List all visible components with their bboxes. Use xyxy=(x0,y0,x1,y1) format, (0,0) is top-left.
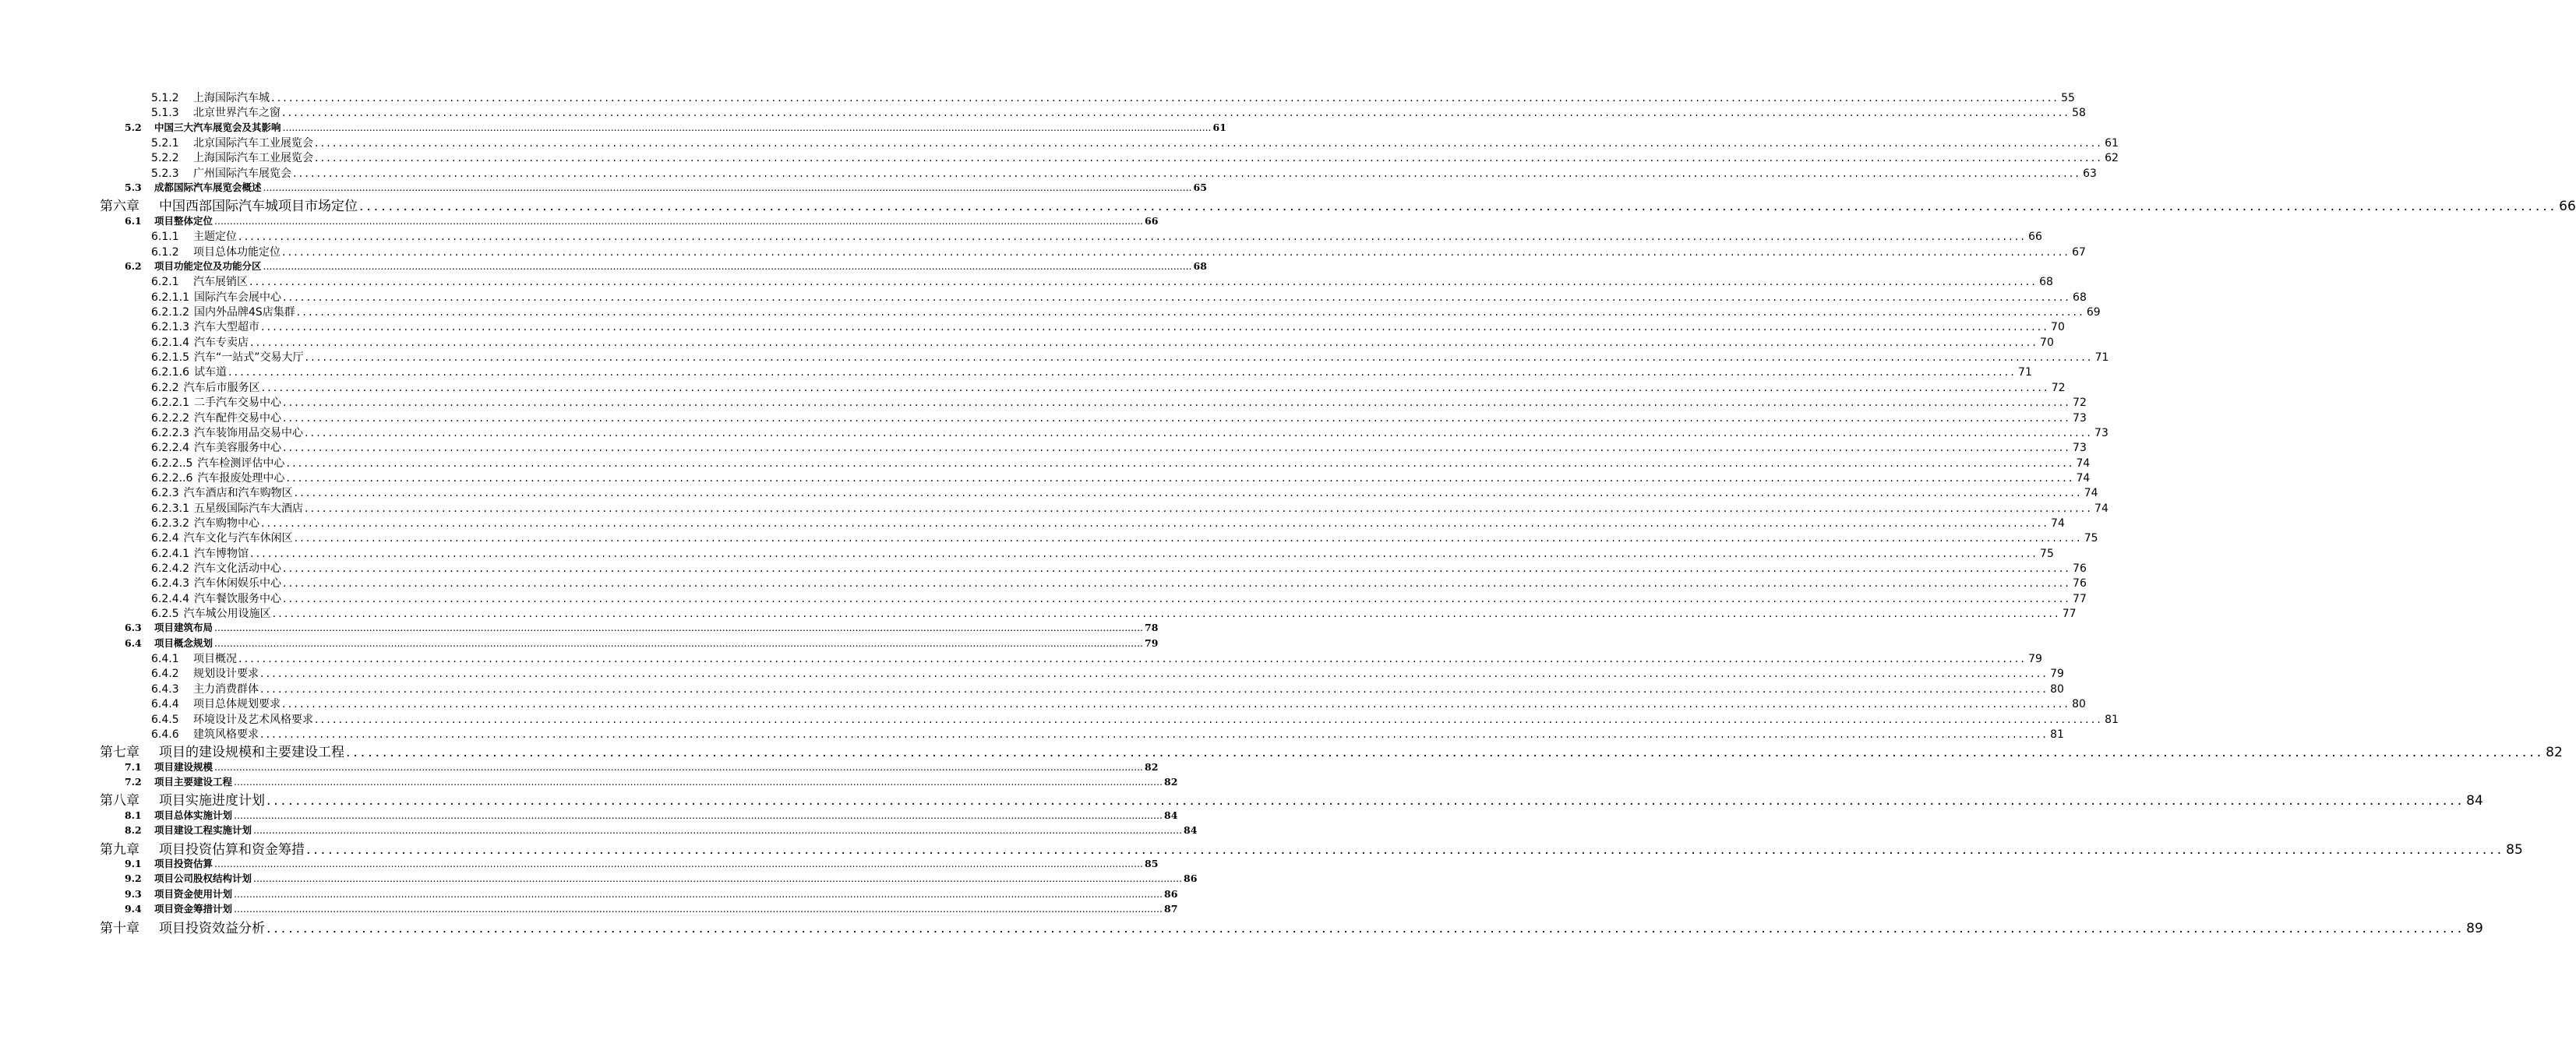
toc-entry-number: 6.4.5 xyxy=(151,713,179,726)
toc-entry-page: 80 xyxy=(2050,682,2064,696)
toc-entry-title: 汽车美容服务中心 xyxy=(193,442,281,455)
toc-dot-leader: ............................................................................................................................................................................................................................................................................................................ xyxy=(249,547,2039,560)
toc-entry[interactable] xyxy=(0,195,2576,215)
toc-dot-leader: ............................................................................................................................................................................................................................................................................................................ xyxy=(238,231,2027,244)
toc-entry[interactable] xyxy=(0,515,2065,530)
toc-entry-number: 6.4.6 xyxy=(151,728,179,741)
toc-entry-title: 主力消费群体 xyxy=(193,682,259,696)
toc-entry-page: 66 xyxy=(2559,199,2576,215)
toc-entry[interactable] xyxy=(0,605,2077,621)
toc-entry-page: 66 xyxy=(1145,214,1159,227)
toc-entry-page: 58 xyxy=(2072,107,2086,120)
toc-entry-title: 建筑风格要求 xyxy=(193,728,259,741)
toc-dot-leader: ............................................................................................................................................................................................................................................................................................................ xyxy=(282,107,2071,120)
toc-entry[interactable] xyxy=(0,304,2101,319)
toc-entry-page: 84 xyxy=(1184,824,1198,837)
toc-entry-page: 62 xyxy=(2105,152,2119,165)
toc-dot-leader: ............................................................................................................................................................................................................................................................................................................ xyxy=(263,182,1192,194)
toc-entry[interactable] xyxy=(0,379,2066,394)
toc-entry-number: 6.2 xyxy=(125,260,142,272)
toc-dot-leader: ............................................................................................................................................................................................................................................................................................................ xyxy=(315,137,2104,150)
toc-entry-number: 5.2.3 xyxy=(151,167,179,180)
toc-entry-number: 6.2.1.3 xyxy=(151,321,189,334)
toc-entry-title: 项目功能定位及功能分区 xyxy=(154,260,262,272)
toc-entry[interactable] xyxy=(0,726,2064,741)
toc-dot-leader: ............................................................................................................................................................................................................................................................................................................ xyxy=(214,214,1144,227)
toc-entry-title: 项目概况 xyxy=(193,653,237,666)
toc-entry-number: 6.2.4.2 xyxy=(151,562,189,575)
toc-entry-title: 上海国际汽车工业展览会 xyxy=(193,152,313,165)
toc-dot-leader: ............................................................................................................................................................................................................................................................................................................ xyxy=(282,245,2071,259)
toc-entry-page: 84 xyxy=(2466,793,2483,809)
toc-entry[interactable] xyxy=(0,273,2053,289)
toc-entry-number: 6.2.4.3 xyxy=(151,577,189,590)
toc-entry[interactable] xyxy=(0,760,1159,774)
toc-entry[interactable] xyxy=(0,636,1159,650)
toc-entry-page: 79 xyxy=(1145,636,1159,649)
toc-entry-title: 汽车博物馆 xyxy=(193,547,249,560)
toc-dot-leader: ............................................................................................................................................................................................................................................................................................................ xyxy=(271,92,2060,104)
toc-entry-page: 84 xyxy=(1164,809,1178,821)
toc-dot-leader: ............................................................................................................................................................................................................................................................................................................ xyxy=(234,776,1163,788)
toc-dot-leader: ............................................................................................................................................................................................................................................................................................................ xyxy=(286,471,2075,485)
toc-entry-title: 试车道 xyxy=(193,366,227,379)
toc-entry[interactable] xyxy=(0,485,2098,500)
toc-entry-number: 6.2.2.2 xyxy=(151,411,189,425)
toc-entry-page: 75 xyxy=(2040,547,2054,560)
toc-entry-page: 68 xyxy=(2073,291,2087,304)
toc-entry-number: 6.2.1.2 xyxy=(151,306,189,319)
toc-entry-number: 6.4 xyxy=(125,636,142,649)
toc-entry-number: 6.1.2 xyxy=(151,245,179,259)
toc-entry-number: 6.2.1.1 xyxy=(151,291,189,304)
toc-entry-title: 中国西部国际汽车城项目市场定位 xyxy=(159,199,358,215)
toc-entry-page: 68 xyxy=(2039,276,2053,289)
toc-entry-page: 86 xyxy=(1164,887,1178,900)
toc-dot-leader: ............................................................................................................................................................................................................................................................................................................ xyxy=(294,487,2083,500)
toc-entry-page: 67 xyxy=(2072,245,2086,259)
toc-entry-page: 66 xyxy=(2028,231,2042,244)
toc-dot-leader: ............................................................................................................................................................................................................................................................................................................ xyxy=(282,121,1212,133)
toc-entry-page: 78 xyxy=(1145,622,1159,634)
toc-entry-title: 项目投资估算和资金筹措 xyxy=(159,841,305,858)
toc-dot-leader: ............................................................................................................................................................................................................................................................................................................ xyxy=(260,668,2049,681)
toc-entry-number: 6.2.2..5 xyxy=(151,457,193,470)
toc-entry-title: 汽车展销区 xyxy=(193,276,248,289)
toc-entry[interactable] xyxy=(0,150,2119,165)
toc-entry-number: 6.2.4.4 xyxy=(151,592,189,605)
toc-dot-leader: ............................................................................................................................................................................................................................................................................................................ xyxy=(282,562,2072,575)
toc-entry-title: 北京世界汽车之窗 xyxy=(193,107,281,120)
toc-entry-number: 6.2.5 xyxy=(151,608,179,621)
toc-entry-number: 7.1 xyxy=(125,760,142,773)
toc-entry-title: 北京国际汽车工业展览会 xyxy=(193,137,313,150)
toc-entry-page: 79 xyxy=(2050,668,2064,681)
toc-entry[interactable] xyxy=(0,650,2042,666)
toc-entry[interactable] xyxy=(0,711,2119,726)
toc-entry[interactable] xyxy=(0,530,2098,545)
toc-entry-number: 9.2 xyxy=(125,872,142,885)
toc-entry-number: 8.2 xyxy=(125,824,142,837)
toc-entry-number: 5.1.3 xyxy=(151,107,179,120)
toc-entry-number: 6.2.2.3 xyxy=(151,426,189,439)
toc-entry-number: 6.2.2.4 xyxy=(151,442,189,455)
toc-entry-page: 89 xyxy=(2466,920,2483,936)
toc-entry-page: 74 xyxy=(2094,502,2108,515)
toc-dot-leader: ............................................................................................................................................................................................................................................................................................................ xyxy=(272,608,2061,621)
toc-dot-leader: ............................................................................................................................................................................................................................................................................................................ xyxy=(282,411,2072,425)
toc-entry-number: 6.2.1.6 xyxy=(151,366,189,379)
toc-entry[interactable] xyxy=(0,789,2483,809)
toc-entry-page: 73 xyxy=(2073,442,2087,455)
toc-dot-leader: ............................................................................................................................................................................................................................................................................................................ xyxy=(253,824,1183,837)
toc-entry-page: 77 xyxy=(2062,608,2077,621)
toc-entry-page: 73 xyxy=(2073,411,2087,425)
toc-entry-title: 广州国际汽车展览会 xyxy=(193,167,291,180)
toc-entry-number: 6.4.4 xyxy=(151,698,179,711)
toc-entry-number: 第六章 xyxy=(100,199,139,215)
toc-entry[interactable] xyxy=(0,823,1198,837)
toc-entry-page: 70 xyxy=(2040,336,2054,349)
toc-entry-title: 汽车“一站式”交易大厅 xyxy=(193,351,304,365)
toc-entry-title: 成都国际汽车展览会概述 xyxy=(154,182,262,194)
toc-entry[interactable] xyxy=(0,439,2087,455)
toc-entry-title: 项目总体功能定位 xyxy=(193,245,281,259)
toc-entry-title: 项目总体实施计划 xyxy=(154,809,233,821)
toc-entry[interactable] xyxy=(0,590,2087,605)
toc-dot-leader: ............................................................................................................................................................................................................................................................................................................ xyxy=(253,872,1183,885)
toc-dot-leader: ............................................................................................................................................................................................................................................................................................................ xyxy=(214,760,1144,773)
toc-entry[interactable] xyxy=(0,349,2109,365)
toc-entry[interactable] xyxy=(0,681,2064,696)
toc-dot-leader: ............................................................................................................................................................................................................................................................................................................ xyxy=(238,653,2027,666)
toc-dot-leader: ............................................................................................................................................................................................................................................................................................................ xyxy=(294,532,2083,545)
toc-entry-number: 8.1 xyxy=(125,809,142,821)
toc-entry-number: 6.2.1.5 xyxy=(151,351,189,365)
toc-entry-page: 74 xyxy=(2076,457,2091,470)
toc-dot-leader: ............................................................................................................................................................................................................................................................................................................ xyxy=(249,336,2039,349)
toc-entry[interactable] xyxy=(0,180,1207,195)
toc-dot-leader: ............................................................................................................................................................................................................................................................................................................ xyxy=(260,516,2050,530)
toc-entry-title: 项目公司股权结构计划 xyxy=(154,872,252,885)
toc-entry-page: 85 xyxy=(2506,841,2523,858)
toc-entry[interactable] xyxy=(0,165,2097,180)
toc-dot-leader: ............................................................................................................................................................................................................................................................................................................ xyxy=(214,858,1144,870)
toc-entry-title: 汽车检测评估中心 xyxy=(197,457,285,470)
toc-entry-page: 73 xyxy=(2094,426,2108,439)
toc-entry[interactable] xyxy=(0,887,1178,901)
toc-dot-leader: ............................................................................................................................................................................................................................................................................................................ xyxy=(346,745,2545,761)
toc-entry-title: 汽车文化与汽车休闲区 xyxy=(183,532,293,545)
toc-entry-number: 6.3 xyxy=(125,622,142,634)
toc-entry-page: 82 xyxy=(1145,760,1159,773)
toc-entry[interactable] xyxy=(0,575,2087,590)
toc-entry[interactable] xyxy=(0,425,2108,439)
toc-entry-title: 中国三大汽车展览会及其影响 xyxy=(154,121,281,133)
toc-entry-number: 第七章 xyxy=(100,745,139,761)
toc-entry[interactable] xyxy=(0,410,2087,425)
toc-entry-page: 68 xyxy=(1193,260,1207,272)
toc-entry-page: 74 xyxy=(2084,487,2098,500)
toc-entry-title: 汽车配件交易中心 xyxy=(193,411,281,425)
toc-dot-leader: ............................................................................................................................................................................................................................................................................................................ xyxy=(282,698,2071,711)
toc-entry-title: 项目实施进度计划 xyxy=(159,793,265,809)
toc-dot-leader: ............................................................................................................................................................................................................................................................................................................ xyxy=(296,306,2085,319)
toc-entry-number: 5.1.2 xyxy=(151,92,179,104)
toc-entry-page: 71 xyxy=(2094,351,2109,365)
toc-entry-page: 76 xyxy=(2073,562,2087,575)
toc-entry[interactable] xyxy=(0,470,2091,485)
toc-entry-page: 81 xyxy=(2105,713,2119,726)
toc-dot-leader: ............................................................................................................................................................................................................................................................................................................ xyxy=(266,793,2465,809)
toc-entry[interactable] xyxy=(0,871,1198,886)
toc-entry-title: 汽车专卖店 xyxy=(193,336,249,349)
toc-entry[interactable] xyxy=(0,213,1159,228)
toc-dot-leader: ............................................................................................................................................................................................................................................................................................................ xyxy=(266,920,2465,936)
toc-entry-title: 汽车装饰用品交易中心 xyxy=(193,426,303,439)
toc-entry[interactable] xyxy=(0,901,1178,916)
toc-entry-title: 上海国际汽车城 xyxy=(193,92,270,104)
toc-entry-title: 项目主要建设工程 xyxy=(154,776,233,788)
toc-entry-page: 55 xyxy=(2061,92,2075,104)
toc-entry[interactable] xyxy=(0,334,2054,349)
toc-entry-page: 79 xyxy=(2028,653,2042,666)
toc-entry-page: 70 xyxy=(2051,321,2065,334)
toc-entry-number: 6.2.1.4 xyxy=(151,336,189,349)
toc-dot-leader: ............................................................................................................................................................................................................................................................................................................ xyxy=(305,351,2094,365)
toc-dot-leader: ............................................................................................................................................................................................................................................................................................................ xyxy=(249,276,2038,289)
toc-entry[interactable] xyxy=(0,665,2064,681)
toc-dot-leader: ............................................................................................................................................................................................................................................................................................................ xyxy=(306,841,2505,858)
toc-entry-title: 项目的建设规模和主要建设工程 xyxy=(159,745,344,761)
toc-entry-page: 63 xyxy=(2083,167,2097,180)
toc-dot-leader: ............................................................................................................................................................................................................................................................................................................ xyxy=(304,502,2094,515)
toc-entry-number: 6.4.2 xyxy=(151,668,179,681)
toc-entry-number: 第十章 xyxy=(100,920,139,936)
toc-entry-title: 项目投资效益分析 xyxy=(159,920,265,936)
toc-entry-title: 汽车休闲娱乐中心 xyxy=(193,577,281,590)
toc-dot-leader: ............................................................................................................................................................................................................................................................................................................ xyxy=(261,381,2050,394)
toc-entry-page: 82 xyxy=(2546,745,2563,761)
toc-entry-title: 项目建筑布局 xyxy=(154,622,213,634)
toc-entry-page: 61 xyxy=(1212,121,1226,133)
toc-entry-number: 7.2 xyxy=(125,776,142,788)
toc-entry[interactable] xyxy=(0,500,2108,515)
toc-dot-leader: ............................................................................................................................................................................................................................................................................................................ xyxy=(263,260,1192,272)
toc-entry[interactable] xyxy=(0,364,2032,379)
toc-dot-leader: ............................................................................................................................................................................................................................................................................................................ xyxy=(282,291,2072,304)
toc-entry-title: 汽车后市服务区 xyxy=(183,381,260,394)
toc-entry-number: 5.2.1 xyxy=(151,137,179,150)
toc-entry-page: 87 xyxy=(1164,903,1178,915)
toc-entry-number: 6.4.1 xyxy=(151,653,179,666)
toc-entry-number: 6.2.3.1 xyxy=(151,502,189,515)
toc-entry-title: 汽车餐饮服务中心 xyxy=(193,592,281,605)
toc-entry-page: 85 xyxy=(1145,858,1159,870)
toc-entry[interactable] xyxy=(0,394,2087,410)
toc-entry-title: 二手汽车交易中心 xyxy=(193,397,281,410)
toc-entry[interactable] xyxy=(0,741,2563,761)
toc-entry-number: 5.3 xyxy=(125,182,142,194)
toc-dot-leader: ............................................................................................................................................................................................................................................................................................................ xyxy=(286,457,2075,470)
toc-entry-page: 81 xyxy=(2050,728,2064,741)
toc-entry[interactable] xyxy=(0,560,2087,575)
toc-entry-title: 项目整体定位 xyxy=(154,214,213,227)
toc-dot-leader: ............................................................................................................................................................................................................................................................................................................ xyxy=(214,622,1144,634)
toc-dot-leader: ............................................................................................................................................................................................................................................................................................................ xyxy=(359,199,2558,215)
toc-entry-page: 75 xyxy=(2084,532,2098,545)
toc-dot-leader: ............................................................................................................................................................................................................................................................................................................ xyxy=(234,809,1163,821)
toc-entry-title: 项目建设规模 xyxy=(154,760,213,773)
toc-entry[interactable] xyxy=(0,135,2119,150)
toc-entry[interactable] xyxy=(0,545,2054,560)
toc-dot-leader: ............................................................................................................................................................................................................................................................................................................ xyxy=(234,903,1163,915)
toc-entry-title: 汽车报废处理中心 xyxy=(197,471,285,485)
toc-entry-number: 第八章 xyxy=(100,793,139,809)
toc-dot-leader: ............................................................................................................................................................................................................................................................................................................ xyxy=(228,366,2017,379)
toc-entry[interactable] xyxy=(0,289,2087,304)
toc-entry[interactable] xyxy=(0,104,2086,120)
toc-entry-page: 82 xyxy=(1164,776,1178,788)
toc-entry-title: 国内外品牌4S店集群 xyxy=(193,306,295,319)
toc-entry-title: 项目投资估算 xyxy=(154,858,213,870)
toc-entry-number: 5.2.2 xyxy=(151,152,179,165)
toc-entry-number: 6.2.2.1 xyxy=(151,397,189,410)
toc-dot-leader: ............................................................................................................................................................................................................................................................................................................ xyxy=(234,887,1163,900)
toc-entry-title: 汽车大型超市 xyxy=(193,321,259,334)
toc-entry-page: 74 xyxy=(2076,471,2091,485)
toc-dot-leader: ............................................................................................................................................................................................................................................................................................................ xyxy=(260,321,2050,334)
toc-entry-page: 80 xyxy=(2072,698,2086,711)
toc-dot-leader: ............................................................................................................................................................................................................................................................................................................ xyxy=(260,728,2049,741)
toc-entry-number: 6.4.3 xyxy=(151,682,179,696)
toc-dot-leader: ............................................................................................................................................................................................................................................................................................................ xyxy=(293,167,2082,180)
toc-entry-title: 汽车城公用设施区 xyxy=(183,608,271,621)
toc-entry-number: 6.1.1 xyxy=(151,231,179,244)
toc-entry[interactable] xyxy=(0,620,1159,635)
toc-dot-leader: ............................................................................................................................................................................................................................................................................................................ xyxy=(282,442,2072,455)
toc-entry-number: 6.2.3 xyxy=(151,487,179,500)
toc-dot-leader: ............................................................................................................................................................................................................................................................................................................ xyxy=(282,577,2072,590)
toc-entry-page: 71 xyxy=(2018,366,2032,379)
toc-entry-number: 6.2.4.1 xyxy=(151,547,189,560)
toc-entry-number: 6.2.2 xyxy=(151,381,179,394)
toc-entry-title: 五星级国际汽车大酒店 xyxy=(193,502,303,515)
toc-entry-number: 6.1 xyxy=(125,214,142,227)
toc-entry[interactable] xyxy=(0,228,2042,244)
toc-dot-leader: ............................................................................................................................................................................................................................................................................................................ xyxy=(214,636,1144,649)
toc-entry-title: 国际汽车会展中心 xyxy=(193,291,281,304)
toc-entry[interactable] xyxy=(0,696,2086,711)
toc-entry[interactable] xyxy=(0,917,2483,936)
toc-entry-page: 76 xyxy=(2073,577,2087,590)
toc-entry-number: 5.2 xyxy=(125,121,142,133)
toc-dot-leader: ............................................................................................................................................................................................................................................................................................................ xyxy=(282,397,2072,410)
toc-entry[interactable] xyxy=(0,120,1226,135)
toc-entry-number: 6.2.2..6 xyxy=(151,471,193,485)
toc-entry-title: 项目资金筹措计划 xyxy=(154,903,233,915)
toc-entry-number: 6.2.4 xyxy=(151,532,179,545)
toc-entry[interactable] xyxy=(0,90,2075,104)
toc-entry[interactable] xyxy=(0,838,2523,858)
toc-entry[interactable] xyxy=(0,774,1178,789)
toc-entry-title: 规划设计要求 xyxy=(193,668,259,681)
toc-entry-page: 74 xyxy=(2051,516,2065,530)
toc-entry-page: 72 xyxy=(2073,397,2087,410)
toc-dot-leader: ............................................................................................................................................................................................................................................................................................................ xyxy=(315,713,2104,726)
toc-entry-page: 61 xyxy=(2105,137,2119,150)
toc-entry-title: 项目概念规划 xyxy=(154,636,213,649)
toc-entry-page: 65 xyxy=(1193,182,1207,194)
toc-entry[interactable] xyxy=(0,455,2091,470)
toc-entry-title: 汽车文化活动中心 xyxy=(193,562,281,575)
toc-entry[interactable] xyxy=(0,259,1207,273)
toc-entry-number: 6.2.3.2 xyxy=(151,516,189,530)
toc-dot-leader: ............................................................................................................................................................................................................................................................................................................ xyxy=(315,152,2104,165)
toc-entry[interactable] xyxy=(0,808,1178,823)
toc-entry-page: 72 xyxy=(2051,381,2066,394)
toc-entry[interactable] xyxy=(0,856,1159,871)
toc-entry[interactable] xyxy=(0,244,2086,259)
toc-entry-title: 汽车酒店和汽车购物区 xyxy=(183,487,293,500)
toc-entry-title: 项目资金使用计划 xyxy=(154,887,233,900)
toc-entry-title: 主题定位 xyxy=(193,231,237,244)
toc-dot-leader: ............................................................................................................................................................................................................................................................................................................ xyxy=(260,682,2049,696)
toc-entry-number: 第九章 xyxy=(100,841,139,858)
toc-entry-title: 环境设计及艺术风格要求 xyxy=(193,713,313,726)
toc-dot-leader: ............................................................................................................................................................................................................................................................................................................ xyxy=(282,592,2072,605)
toc-entry-page: 86 xyxy=(1184,872,1198,885)
toc-entry-title: 项目建设工程实施计划 xyxy=(154,824,252,837)
toc-entry-page: 69 xyxy=(2086,306,2101,319)
toc-entry-number: 6.2.1 xyxy=(151,276,179,289)
toc-dot-leader: ............................................................................................................................................................................................................................................................................................................ xyxy=(304,426,2094,439)
toc-entry-number: 9.3 xyxy=(125,887,142,900)
toc-entry-title: 汽车购物中心 xyxy=(193,516,259,530)
toc-entry[interactable] xyxy=(0,319,2065,334)
toc-entry-number: 9.4 xyxy=(125,903,142,915)
toc-entry-page: 77 xyxy=(2073,592,2087,605)
toc-entry-number: 9.1 xyxy=(125,858,142,870)
toc-entry-title: 项目总体规划要求 xyxy=(193,698,281,711)
